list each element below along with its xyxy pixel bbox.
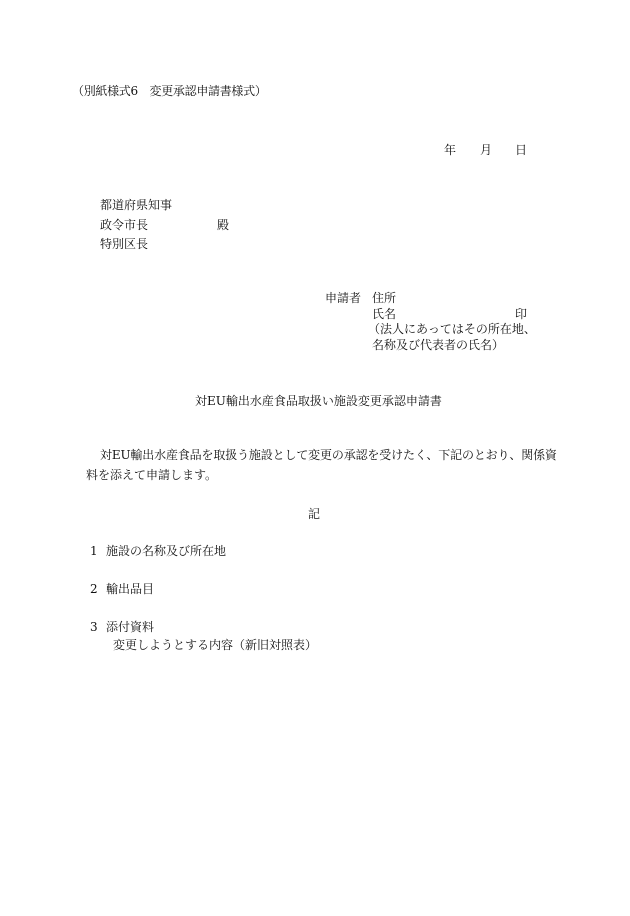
body-line-1: 対EU輸出水産食品を取扱う施設として変更の承認を受けたく、下記のとおり、関係資	[100, 448, 557, 462]
applicant-address-label: 住所	[372, 291, 397, 305]
applicant-note-line1: （法人にあってはその所在地、	[368, 322, 536, 336]
ki-heading: 記	[308, 507, 321, 521]
applicant-name-label: 氏名	[372, 307, 397, 321]
form-label: （別紙様式6 変更承認申請書様式）	[72, 84, 267, 98]
addressee-ward-head: 特別区長	[100, 237, 149, 251]
seal-mark: 印	[515, 307, 528, 321]
document-title: 対EU輸出水産食品取扱い施設変更承認申請書	[195, 394, 442, 408]
item-text: 輸出品目	[106, 582, 155, 596]
body-line-2: 料を添えて申請します。	[86, 468, 218, 482]
item-text: 添付資料	[106, 620, 155, 634]
attachment-detail: 変更しようとする内容（新旧対照表）	[113, 638, 318, 652]
item-number: 3	[90, 620, 98, 634]
item-text: 施設の名称及び所在地	[106, 544, 227, 558]
addressee-governor: 都道府県知事	[100, 198, 173, 212]
addressee-mayor: 政令市長	[100, 218, 149, 232]
applicant-label: 申請者	[325, 291, 362, 305]
addressee-honorific: 殿	[217, 218, 230, 232]
item-number: 1	[90, 544, 98, 558]
date-month: 月	[480, 143, 493, 157]
applicant-note-line2: 名称及び代表者の氏名）	[372, 338, 505, 352]
item-number: 2	[90, 582, 98, 596]
date-day: 日	[515, 143, 528, 157]
date-year: 年	[444, 143, 457, 157]
